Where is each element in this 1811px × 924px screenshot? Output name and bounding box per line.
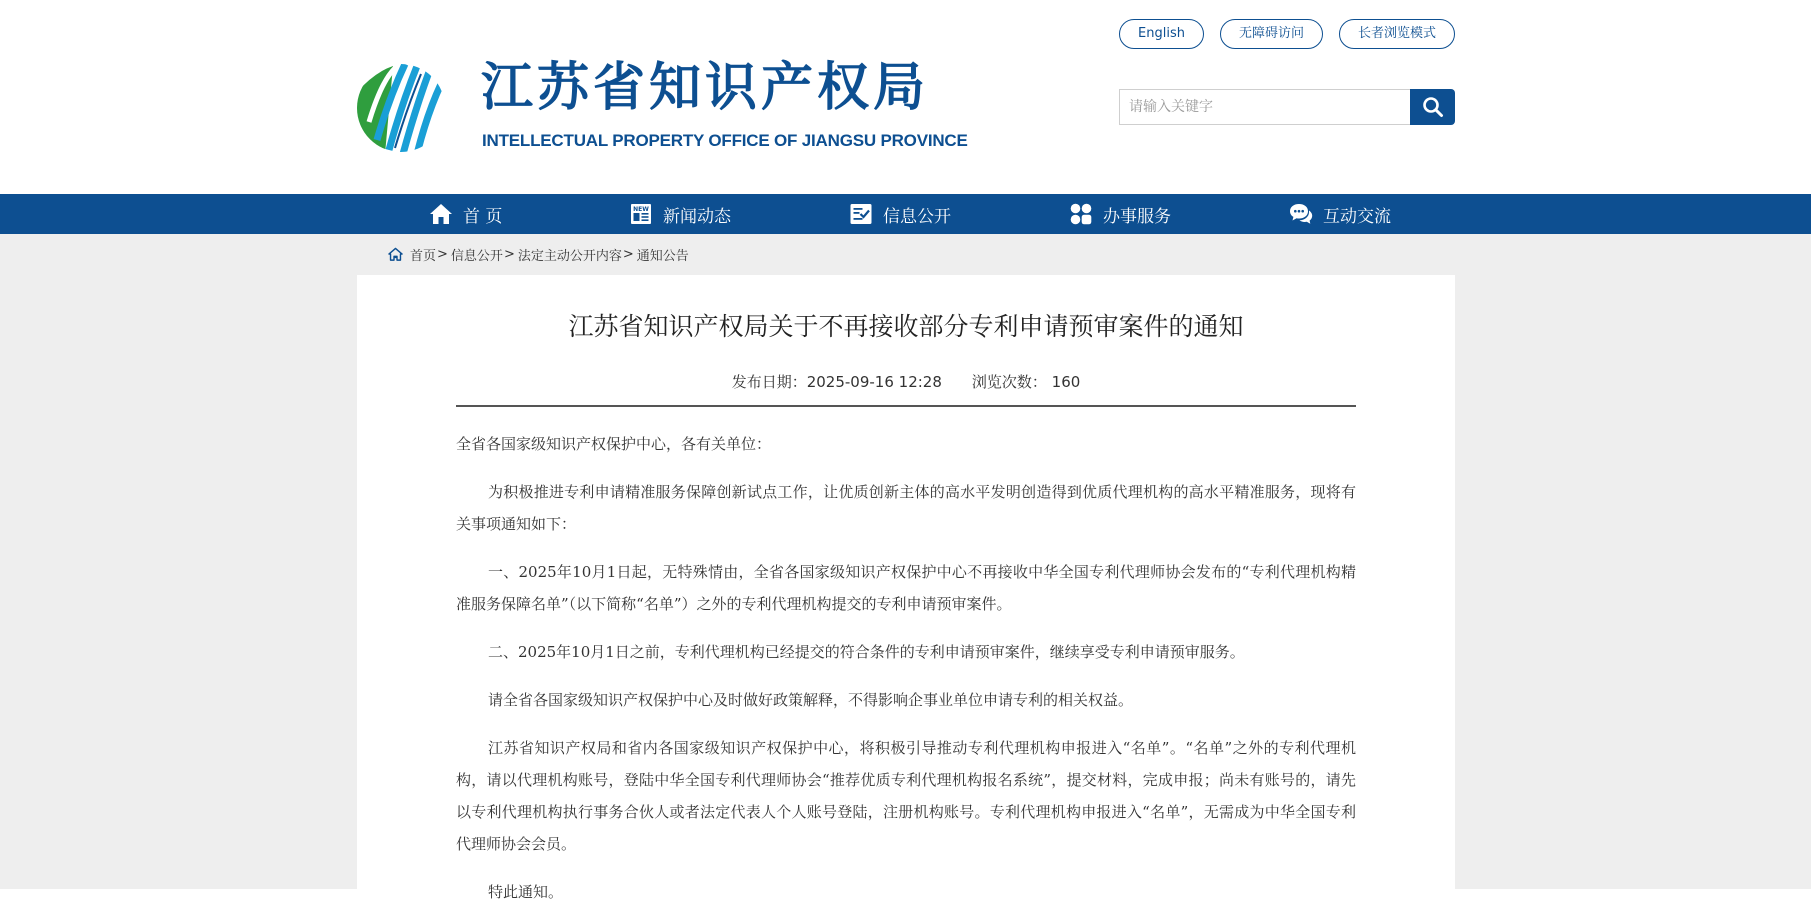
- search-box: [1119, 89, 1455, 125]
- title-divider: [456, 405, 1356, 407]
- breadcrumb-separator: >: [437, 246, 448, 262]
- nav-item-home[interactable]: [429, 194, 502, 234]
- article-title: 江苏省知识产权局关于不再接收部分专利申请预审案件的通知: [568, 312, 1244, 341]
- breadcrumb-notices[interactable]: 通知公告: [636, 248, 689, 264]
- breadcrumb-info-disclosure[interactable]: 信息公开: [450, 248, 503, 264]
- publish-date-label: 发布日期：: [731, 373, 807, 391]
- nav-label: 新闻动态: [663, 206, 731, 227]
- article-closing: 特此通知。: [488, 883, 564, 901]
- home-icon[interactable]: [388, 247, 403, 262]
- breadcrumb-separator: >: [503, 246, 515, 262]
- nav-item-news[interactable]: [629, 194, 731, 234]
- nav-item-info-disclosure[interactable]: [849, 194, 951, 234]
- article-paragraph: 江苏省知识产权局和省内各国家级知识产权保护中心，将积极引导推动专利代理机构申报进入“名单”。“名单”之外的专利代理机构，请以代理机构账号，登陆中华全国专利代理师协会“推荐优质专利代理机构报名系统”，提交材料，完成申报；尚未有账号的，请先以专利代理机构执行事务合伙人或者法定代表人个人账号登陆，注册机构账号。专利代理机构申报进入“名单”，无需成为中华全国专利代理师协会会员。: [456, 739, 1356, 853]
- article-body: [456, 428, 1356, 924]
- article-salutation: 全省各国家级知识产权保护中心，各有关单位：: [456, 435, 772, 453]
- article-paragraph: 请全省各国家级知识产权保护中心及时做好政策解释，不得影响企事业单位申请专利的相关权益。: [488, 691, 1134, 709]
- news-icon: [629, 202, 653, 226]
- site-logo-icon[interactable]: [355, 62, 447, 154]
- nav-item-services[interactable]: [1069, 194, 1171, 234]
- site-header: [0, 0, 1811, 194]
- accessibility-link[interactable]: 无障碍访问: [1220, 19, 1323, 49]
- nav-label: 信息公开: [883, 206, 951, 227]
- home-icon: [429, 202, 453, 226]
- info-disclosure-icon: [849, 202, 873, 226]
- site-title-en[interactable]: INTELLECTUAL PROPERTY OFFICE OF JIANGSU PROVINCE: [482, 131, 968, 150]
- english-link[interactable]: English: [1119, 19, 1204, 49]
- service-grid-icon: [1069, 202, 1093, 226]
- elderly-mode-link[interactable]: 长者浏览模式: [1339, 19, 1455, 49]
- view-count: 160: [1051, 373, 1081, 391]
- breadcrumb-separator: >: [622, 246, 634, 262]
- nav-item-interaction[interactable]: [1289, 194, 1391, 234]
- article-paragraph: 二、2025年10月1日之前，专利代理机构已经提交的符合条件的专利申请预审案件，继续享受专利申请预审服务。: [488, 643, 1245, 661]
- article-paragraph: 一、2025年10月1日起，无特殊情由，全省各国家级知识产权保护中心不再接收中华全国专利代理师协会发布的“专利代理机构精准服务保障名单”（以下简称“名单”）之外的专利代理机构提交的专利申请预审案件。: [456, 563, 1356, 613]
- search-input[interactable]: [1119, 89, 1410, 125]
- main-nav: [0, 194, 1811, 234]
- search-button[interactable]: [1410, 89, 1455, 125]
- nav-label: 互动交流: [1323, 206, 1391, 227]
- article-meta: [357, 371, 1455, 392]
- article-card: [357, 275, 1455, 901]
- breadcrumb-statutory-content[interactable]: 法定主动公开内容: [517, 248, 622, 264]
- search-icon: [1422, 96, 1444, 118]
- publish-date: 2025-09-16 12:28: [806, 373, 942, 391]
- nav-label: 首 页: [463, 206, 503, 227]
- article-paragraph: 为积极推进专利申请精准服务保障创新试点工作，让优质创新主体的高水平发明创造得到优质代理机构的高水平精准服务，现将有关事项通知如下：: [456, 483, 1356, 533]
- view-count-label: 浏览次数：: [971, 373, 1047, 391]
- nav-label: 办事服务: [1103, 206, 1171, 227]
- breadcrumb: [388, 244, 689, 264]
- svg-text:NEW: NEW: [633, 206, 649, 213]
- header-inner: [355, 0, 1455, 194]
- site-title-cn[interactable]: 江苏省知识产权局: [481, 58, 930, 118]
- top-links: [1119, 19, 1455, 49]
- chat-icon: [1289, 202, 1313, 226]
- breadcrumb-home[interactable]: 首页: [410, 248, 437, 264]
